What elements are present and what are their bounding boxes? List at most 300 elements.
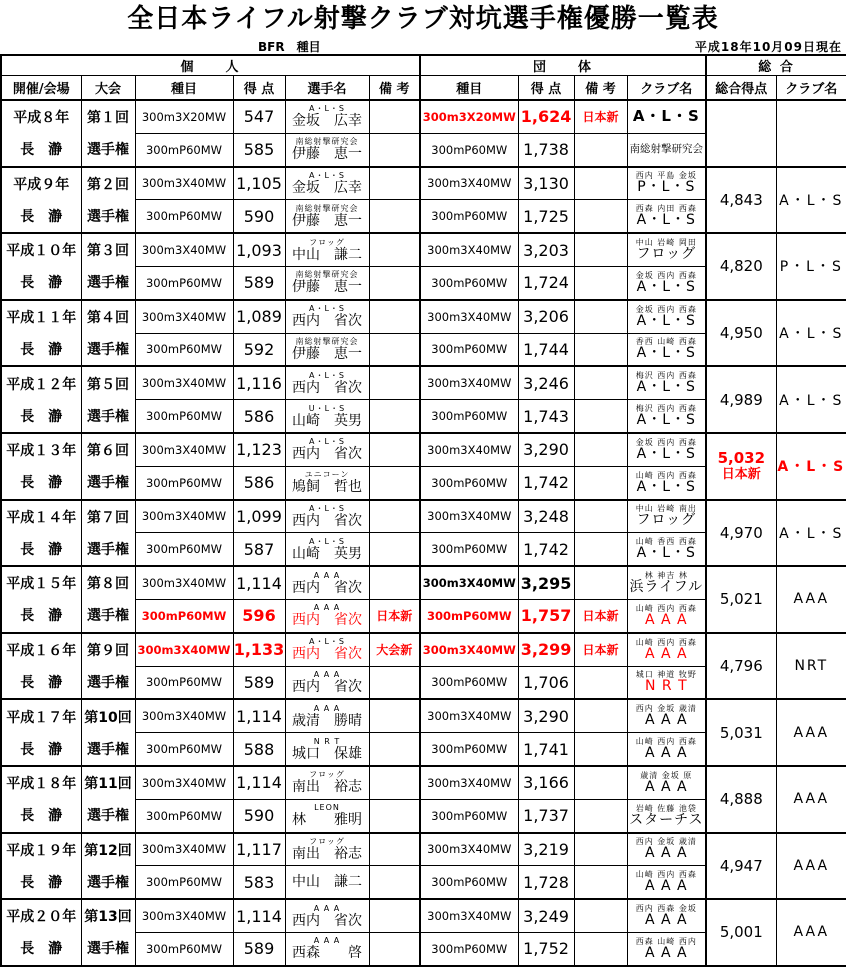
ind-player-name: 西内 省次 [292, 678, 362, 695]
ind-club-label: A・L・S [308, 304, 345, 314]
total-club-name: AAA [793, 791, 830, 808]
ind-score-cell [233, 699, 285, 732]
team-club-name: A・L・S [632, 107, 700, 126]
team-event-label: 300mP60MW [427, 608, 512, 623]
ind-note-cell [369, 167, 420, 200]
venue-label: 長 瀞 [20, 541, 63, 558]
ind-score-cell [233, 100, 285, 133]
venue-label: 長 瀞 [20, 475, 63, 492]
ind-score-cell [233, 266, 285, 299]
event-category-label: BFR 種目 [258, 40, 321, 54]
year-venue-cell [1, 233, 81, 300]
ind-note-cell [369, 466, 420, 499]
team-club-cell [627, 500, 706, 533]
ind-score-value: 586 [243, 473, 275, 493]
results-table [0, 54, 846, 967]
ind-note-cell [369, 533, 420, 566]
ind-event-cell [135, 899, 233, 932]
venue-label: 長 瀞 [20, 808, 63, 825]
total-club-cell [776, 100, 846, 167]
team-club-cell [627, 799, 706, 832]
ind-event-label: 300m3X40MW [137, 642, 231, 657]
round-label: 第８回 [87, 576, 129, 593]
ind-player-name: 城口 保雄 [292, 745, 362, 762]
result-row [1, 566, 846, 599]
ind-event-cell [135, 633, 233, 666]
ind-event-cell [135, 533, 233, 566]
ind-score-cell [233, 333, 285, 366]
team-event-label: 300mP60MW [431, 675, 508, 690]
ind-event-label: 300m3X40MW [141, 243, 227, 258]
ind-score-cell [233, 566, 285, 599]
total-club-name: A・L・S [777, 459, 846, 476]
team-score-cell [518, 100, 574, 133]
team-score-cell [518, 300, 574, 333]
team-club-cell [627, 133, 706, 166]
ind-event-label: 300mP60MW [145, 941, 222, 956]
team-score-cell [518, 866, 574, 899]
ind-score-value: 1,093 [236, 240, 282, 260]
ind-note-label: 日本新 [376, 609, 413, 624]
ind-score-cell [233, 633, 285, 666]
ind-score-cell [233, 233, 285, 266]
team-score-cell [518, 799, 574, 832]
col-header-venue: 開催/会場 [1, 76, 81, 101]
team-club-name: A・L・S [636, 545, 696, 562]
total-score-cell [706, 566, 776, 633]
ind-club-label: A A A [313, 669, 341, 679]
team-event-label: 300m3X40MW [427, 775, 512, 790]
team-members-label: 西内 金坂 歳清 [635, 837, 697, 847]
round-label: 第３回 [87, 243, 129, 260]
ind-player-cell [285, 533, 369, 566]
team-note-cell [574, 233, 627, 266]
team-score-cell [518, 400, 574, 433]
result-row [1, 899, 846, 932]
team-note-cell [574, 533, 627, 566]
col-header-team-event: 種目 [420, 76, 518, 101]
total-club-name: P・L・S [779, 259, 843, 276]
team-club-cell [627, 833, 706, 866]
team-members-label: 金坂 西内 西森 [635, 304, 697, 314]
ind-score-cell [233, 400, 285, 433]
total-score-value: 4,888 [719, 790, 763, 809]
round-meet-cell [81, 300, 135, 367]
ind-player-cell [285, 833, 369, 866]
team-score-value: 3,248 [523, 506, 569, 526]
year-label: 平成１５年 [6, 576, 77, 593]
result-row [1, 699, 846, 732]
round-meet-cell [81, 233, 135, 300]
team-note-cell [574, 466, 627, 499]
ind-player-name: 林 雅明 [292, 812, 362, 829]
year-label: 平成１８年 [6, 776, 77, 793]
round-label: 第１回 [87, 110, 129, 127]
team-members-label: 梅沢 西内 西森 [635, 404, 697, 414]
ind-club-label: ユニコーン [304, 470, 350, 480]
total-club-cell [776, 500, 846, 567]
ind-club-label: フロッグ [309, 237, 345, 247]
ind-score-cell [233, 799, 285, 832]
ind-score-value: 583 [243, 872, 275, 892]
team-club-name: フロッグ [636, 512, 697, 529]
ind-player-cell [285, 266, 369, 299]
team-event-cell [420, 766, 518, 799]
ind-score-cell [233, 300, 285, 333]
ind-player-name: 山崎 英男 [292, 545, 362, 562]
result-row [1, 366, 846, 399]
total-club-cell [776, 833, 846, 900]
team-members-label: 西内 平島 金坂 [635, 171, 697, 181]
ind-note-cell [369, 733, 420, 766]
col-header-ind-name: 選手名 [285, 76, 369, 101]
ind-player-cell [285, 100, 369, 133]
total-club-name: A・L・S [779, 525, 844, 542]
year-label: 平成９年 [13, 176, 70, 193]
ind-note-cell [369, 799, 420, 832]
ind-note-cell [369, 233, 420, 266]
ind-event-label: 300mP60MW [145, 875, 222, 890]
result-row [1, 300, 846, 333]
ind-event-cell [135, 366, 233, 399]
team-note-label: 日本新 [582, 643, 619, 658]
team-club-cell [627, 866, 706, 899]
group-header-row [1, 55, 846, 76]
as-of-date: 平成18年10月09日現在 [694, 40, 842, 54]
year-label: 平成１１年 [6, 310, 77, 327]
team-club-name: フロッグ [636, 246, 697, 263]
ind-club-label: LEON [314, 803, 340, 813]
venue-label: 長 瀞 [20, 408, 63, 425]
team-event-cell [420, 167, 518, 200]
team-note-cell [574, 167, 627, 200]
team-event-label: 300m3X40MW [422, 576, 516, 591]
team-score-cell [518, 733, 574, 766]
ind-club-label: フロッグ [309, 770, 345, 780]
team-event-label: 300m3X40MW [427, 709, 512, 724]
round-label: 第11回 [84, 776, 132, 793]
team-score-cell [518, 500, 574, 533]
ind-note-cell [369, 200, 420, 233]
team-score-cell [518, 566, 574, 599]
team-club-cell [627, 533, 706, 566]
total-club-cell [776, 566, 846, 633]
team-note-cell [574, 666, 627, 699]
ind-note-cell [369, 599, 420, 632]
meet-label: 選手権 [87, 741, 129, 758]
title-block [0, 0, 846, 54]
year-label: 平成１７年 [6, 709, 77, 726]
ind-event-cell [135, 699, 233, 732]
round-meet-cell [81, 699, 135, 766]
team-club-name: 浜ライフル [629, 579, 704, 596]
venue-label: 長 瀞 [20, 874, 63, 891]
ind-player-name: 金坂 広幸 [292, 113, 362, 130]
ind-event-label: 300mP60MW [145, 675, 222, 690]
team-event-cell [420, 233, 518, 266]
ind-player-cell [285, 233, 369, 266]
ind-event-label: 300m3X40MW [141, 309, 227, 324]
ind-player-cell [285, 899, 369, 932]
year-label: 平成１６年 [6, 643, 77, 660]
round-meet-cell [81, 766, 135, 833]
total-score-cell [706, 899, 776, 966]
ind-player-cell [285, 466, 369, 499]
ind-score-value: 592 [243, 339, 275, 359]
ind-player-cell [285, 699, 369, 732]
ind-player-cell [285, 400, 369, 433]
team-event-cell [420, 433, 518, 466]
ind-event-cell [135, 266, 233, 299]
team-event-label: 300m3X40MW [422, 642, 516, 657]
team-score-value: 1,743 [523, 406, 569, 426]
ind-note-label: 大会新 [376, 643, 413, 658]
ind-player-name: 伊藤 恵一 [292, 146, 362, 163]
ind-player-name: 山崎 英男 [292, 412, 362, 429]
team-club-cell [627, 433, 706, 466]
ind-note-cell [369, 433, 420, 466]
ind-score-value: 589 [243, 273, 275, 293]
team-club-name: A・L・S [636, 212, 696, 229]
result-row [1, 100, 846, 133]
team-members-label: 西内 西森 金坂 [635, 904, 697, 914]
team-club-name: A A A [644, 944, 688, 961]
team-note-label: 日本新 [582, 609, 619, 624]
ind-score-cell [233, 733, 285, 766]
team-club-name: N R T [644, 678, 688, 695]
col-header-ind-score: 得 点 [233, 76, 285, 101]
ind-score-value: 1,116 [236, 373, 282, 393]
ind-event-label: 300mP60MW [145, 542, 222, 557]
team-event-cell [420, 266, 518, 299]
team-event-label: 300mP60MW [431, 342, 508, 357]
year-venue-cell [1, 899, 81, 966]
round-label: 第12回 [84, 842, 132, 859]
team-event-label: 300mP60MW [431, 409, 508, 424]
total-score-value: 4,970 [719, 523, 763, 542]
ind-note-cell [369, 932, 420, 965]
team-event-label: 300m3X20MW [422, 109, 516, 124]
team-members-label: 城口 神道 牧野 [635, 670, 697, 680]
ind-score-cell [233, 766, 285, 799]
ind-player-name: 西内 省次 [292, 313, 362, 330]
ind-event-cell [135, 566, 233, 599]
venue-label: 長 瀞 [20, 941, 63, 958]
ind-player-cell [285, 200, 369, 233]
total-score-value: 5,031 [719, 723, 763, 742]
ind-event-label: 300mP60MW [145, 742, 222, 757]
ind-score-cell [233, 666, 285, 699]
team-note-cell [574, 566, 627, 599]
ind-score-value: 1,114 [236, 573, 282, 593]
ind-score-value: 1,089 [236, 307, 282, 327]
ind-player-name: 金坂 広幸 [292, 179, 362, 196]
ind-player-cell [285, 167, 369, 200]
col-header-team-club: クラブ名 [627, 76, 706, 101]
round-label: 第13回 [84, 909, 132, 926]
ind-score-value: 589 [243, 672, 275, 692]
year-label: 平成１９年 [6, 842, 77, 859]
team-score-cell [518, 167, 574, 200]
team-event-cell [420, 500, 518, 533]
year-venue-cell [1, 300, 81, 367]
team-event-cell [420, 400, 518, 433]
ind-event-cell [135, 599, 233, 632]
ind-event-cell [135, 100, 233, 133]
team-event-cell [420, 366, 518, 399]
col-header-ind-event: 種目 [135, 76, 233, 101]
ind-player-name: 西内 省次 [292, 379, 362, 396]
total-score-value: 5,032 [717, 449, 766, 468]
ind-event-cell [135, 133, 233, 166]
team-members-label: 山崎 西内 西森 [635, 737, 697, 747]
ind-player-cell [285, 133, 369, 166]
total-score-value: 5,021 [719, 590, 763, 609]
total-club-name: AAA [793, 857, 830, 874]
year-venue-cell [1, 699, 81, 766]
ind-event-label: 300m3X40MW [141, 775, 227, 790]
ind-event-cell [135, 866, 233, 899]
ind-note-cell [369, 566, 420, 599]
team-score-value: 1,725 [523, 206, 569, 226]
ind-score-value: 590 [243, 806, 275, 826]
team-club-cell [627, 366, 706, 399]
group-header-individual: 個 人 [1, 55, 420, 76]
team-score-cell [518, 366, 574, 399]
round-meet-cell [81, 833, 135, 900]
total-score-cell [706, 833, 776, 900]
total-club-cell [776, 433, 846, 500]
ind-club-label: A・L・S [308, 437, 345, 447]
team-score-value: 1,752 [523, 939, 569, 959]
ind-event-cell [135, 932, 233, 965]
ind-note-cell [369, 300, 420, 333]
total-score-cell [706, 167, 776, 234]
total-club-cell [776, 167, 846, 234]
ind-score-cell [233, 533, 285, 566]
team-score-cell [518, 200, 574, 233]
team-event-cell [420, 633, 518, 666]
team-score-value: 3,290 [523, 440, 569, 460]
team-club-cell [627, 466, 706, 499]
ind-score-cell [233, 200, 285, 233]
team-note-cell [574, 866, 627, 899]
team-score-value: 1,742 [523, 539, 569, 559]
team-event-cell [420, 733, 518, 766]
team-score-cell [518, 899, 574, 932]
page-title: 全日本ライフル射撃クラブ対坑選手権優勝一覧表 [127, 4, 719, 34]
result-row [1, 233, 846, 266]
result-row [1, 433, 846, 466]
team-members-label: 山崎 香西 西森 [635, 537, 697, 547]
ind-score-cell [233, 932, 285, 965]
ind-score-cell [233, 433, 285, 466]
team-event-cell [420, 666, 518, 699]
ind-score-cell [233, 599, 285, 632]
team-members-label: 西内 金坂 歳清 [635, 704, 697, 714]
ind-club-label: フロッグ [309, 836, 345, 846]
team-club-cell [627, 200, 706, 233]
team-club-name: A A A [644, 912, 688, 929]
ind-event-cell [135, 833, 233, 866]
team-score-cell [518, 266, 574, 299]
team-note-cell [574, 932, 627, 965]
team-score-value: 3,299 [520, 640, 572, 660]
results-body [1, 100, 846, 966]
ind-event-label: 300m3X40MW [141, 909, 227, 924]
meet-label: 選手権 [87, 408, 129, 425]
team-note-cell [574, 699, 627, 732]
ind-player-name: 中山 謙二 [292, 246, 362, 263]
ind-event-cell [135, 666, 233, 699]
year-venue-cell [1, 433, 81, 500]
ind-club-label: A・L・S [308, 104, 345, 114]
team-event-label: 300m3X40MW [427, 842, 512, 857]
ind-score-value: 1,114 [236, 906, 282, 926]
team-club-name: A A A [644, 712, 688, 729]
result-row [1, 766, 846, 799]
ind-player-cell [285, 666, 369, 699]
ind-score-cell [233, 366, 285, 399]
total-club-cell [776, 899, 846, 966]
team-note-cell [574, 599, 627, 632]
team-members-label: 山崎 西内 西森 [635, 637, 697, 647]
ind-event-cell [135, 400, 233, 433]
col-header-total-score: 総合得点 [706, 76, 776, 101]
team-note-cell [574, 733, 627, 766]
round-meet-cell [81, 433, 135, 500]
result-row [1, 633, 846, 666]
year-venue-cell [1, 633, 81, 700]
team-score-cell [518, 599, 574, 632]
total-club-name: A・L・S [779, 192, 844, 209]
team-note-cell [574, 400, 627, 433]
ind-score-value: 586 [243, 406, 275, 426]
total-score-cell [706, 433, 776, 500]
team-club-cell [627, 400, 706, 433]
round-label: 第５回 [87, 376, 129, 393]
ind-event-label: 300m3X40MW [141, 709, 227, 724]
ind-event-cell [135, 433, 233, 466]
round-meet-cell [81, 167, 135, 234]
round-meet-cell [81, 366, 135, 433]
result-row [1, 833, 846, 866]
ind-player-cell [285, 633, 369, 666]
ind-player-cell [285, 500, 369, 533]
ind-note-cell [369, 666, 420, 699]
ind-player-cell [285, 366, 369, 399]
total-club-name: A・L・S [779, 392, 844, 409]
team-event-label: 300m3X40MW [427, 376, 512, 391]
ind-player-name: 西内 省次 [292, 646, 362, 663]
team-score-value: 1,737 [523, 806, 569, 826]
ind-player-name: 西森 啓 [292, 945, 362, 962]
ind-club-label: 南総射撃研究会 [295, 336, 359, 346]
team-event-cell [420, 200, 518, 233]
team-club-cell [627, 899, 706, 932]
team-score-value: 3,166 [523, 773, 569, 793]
ind-player-name: 西内 省次 [292, 579, 362, 596]
team-members-label: 林 神吉 林 [644, 571, 688, 581]
team-club-name: A A A [644, 645, 688, 662]
ind-score-value: 1,133 [233, 640, 285, 660]
venue-label: 長 瀞 [20, 142, 63, 159]
total-score-cell [706, 699, 776, 766]
team-event-cell [420, 300, 518, 333]
total-note-label: 日本新 [721, 467, 761, 483]
total-club-cell [776, 699, 846, 766]
team-members-label: 中山 岩崎 岡田 [635, 238, 697, 248]
